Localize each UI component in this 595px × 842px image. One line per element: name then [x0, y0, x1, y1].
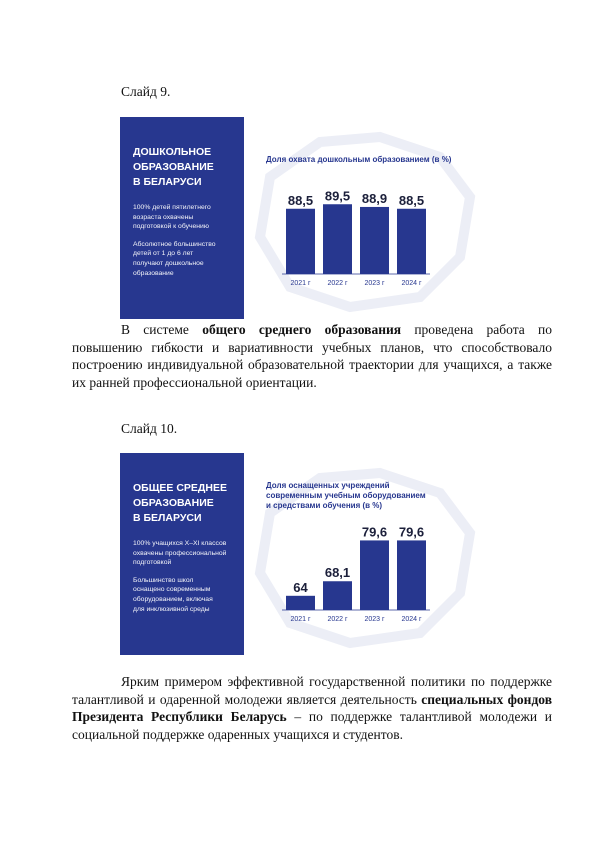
chart-2-bar-1 [323, 581, 352, 610]
slide-9-panel-title: ДОШКОЛЬНОЕ ОБРАЗОВАНИЕ В БЕЛАРУСИ [133, 146, 214, 188]
slide-10-image [120, 453, 480, 655]
chart-1-title: Доля охвата дошкольным образованием (в %) [266, 155, 452, 164]
chart-1-value-label-1: 89,5 [324, 188, 351, 204]
slide-9-label: Слайд 9. [121, 84, 171, 99]
chart-1-value-label-3: 88,5 [398, 192, 425, 208]
slide-9-panel-text-2: Абсолютное большинство детей от 1 до 6 лет получают дошкольное образование [133, 240, 216, 277]
chart-1-bar-2 [360, 207, 389, 274]
paragraph-presidential-funds: Ярким примером эффективной государственной политики по поддержке талантливой и одаренной молодежи является деятельность специальных фондов Президента Республики Беларусь – по поддержке талантливой молодежи и социальной поддержке одаренных учащихся и студентов. [72, 674, 552, 742]
chart-1 [244, 117, 480, 319]
chart-2-bar-3 [397, 540, 426, 610]
slide-9-panel-text-1: 100% детей пятилетнего возраста охвачены подготовкой к обучению [133, 204, 211, 231]
chart-1-category-label-0: 2021 г [290, 280, 311, 287]
slide-10-info-panel [120, 453, 244, 655]
slide-9-info-panel [120, 117, 244, 319]
chart-2-bar-0 [286, 596, 315, 610]
chart-2-value-label-1: 68,1 [324, 565, 351, 581]
chart-2-category-label-3: 2024 г [401, 616, 422, 623]
chart-2-category-label-1: 2022 г [327, 616, 348, 623]
slide-9-image [120, 117, 480, 319]
slide-10-panel-title: ОБЩЕЕ СРЕДНЕЕ ОБРАЗОВАНИЕ В БЕЛАРУСИ [133, 482, 227, 524]
chart-2-value-label-3: 79,6 [398, 524, 425, 540]
slide-10-panel-text-2: Большинство школ оснащено современным оборудованием, включая для инклюзивной среды [133, 576, 213, 613]
chart-2-value-label-2: 79,6 [361, 524, 388, 540]
chart-2-bar-2 [360, 540, 389, 610]
chart-2 [244, 453, 480, 655]
chart-2-value-label-0: 64 [293, 579, 308, 595]
chart-2-category-label-2: 2023 г [364, 616, 385, 623]
slide-10-panel-text-1: 100% учащихся X–XI классов охвачены профессиональной подготовкой [133, 540, 227, 567]
paragraph-general-education: В системе общего среднего образования проведена работа по повышению гибкости и вариативности учебных планов, что способствовало построению индивидуальной образовательной траектории для учащихся, а также их ранней профессиональной ориентации. [72, 322, 553, 390]
chart-1-bar-1 [323, 204, 352, 274]
chart-1-category-label-1: 2022 г [327, 280, 348, 287]
chart-2-category-label-0: 2021 г [290, 616, 311, 623]
chart-1-category-label-3: 2024 г [401, 280, 422, 287]
chart-1-bar-0 [286, 209, 315, 274]
chart-1-value-label-0: 88,5 [287, 192, 314, 208]
chart-1-value-label-2: 88,9 [361, 190, 388, 206]
chart-1-bar-3 [397, 209, 426, 274]
chart-2-title: Доля оснащенных учреждений современным учебным оборудованием и средствами обучения (в %) [266, 481, 426, 510]
chart-1-category-label-2: 2023 г [364, 280, 385, 287]
slide-10-label: Слайд 10. [121, 421, 178, 436]
